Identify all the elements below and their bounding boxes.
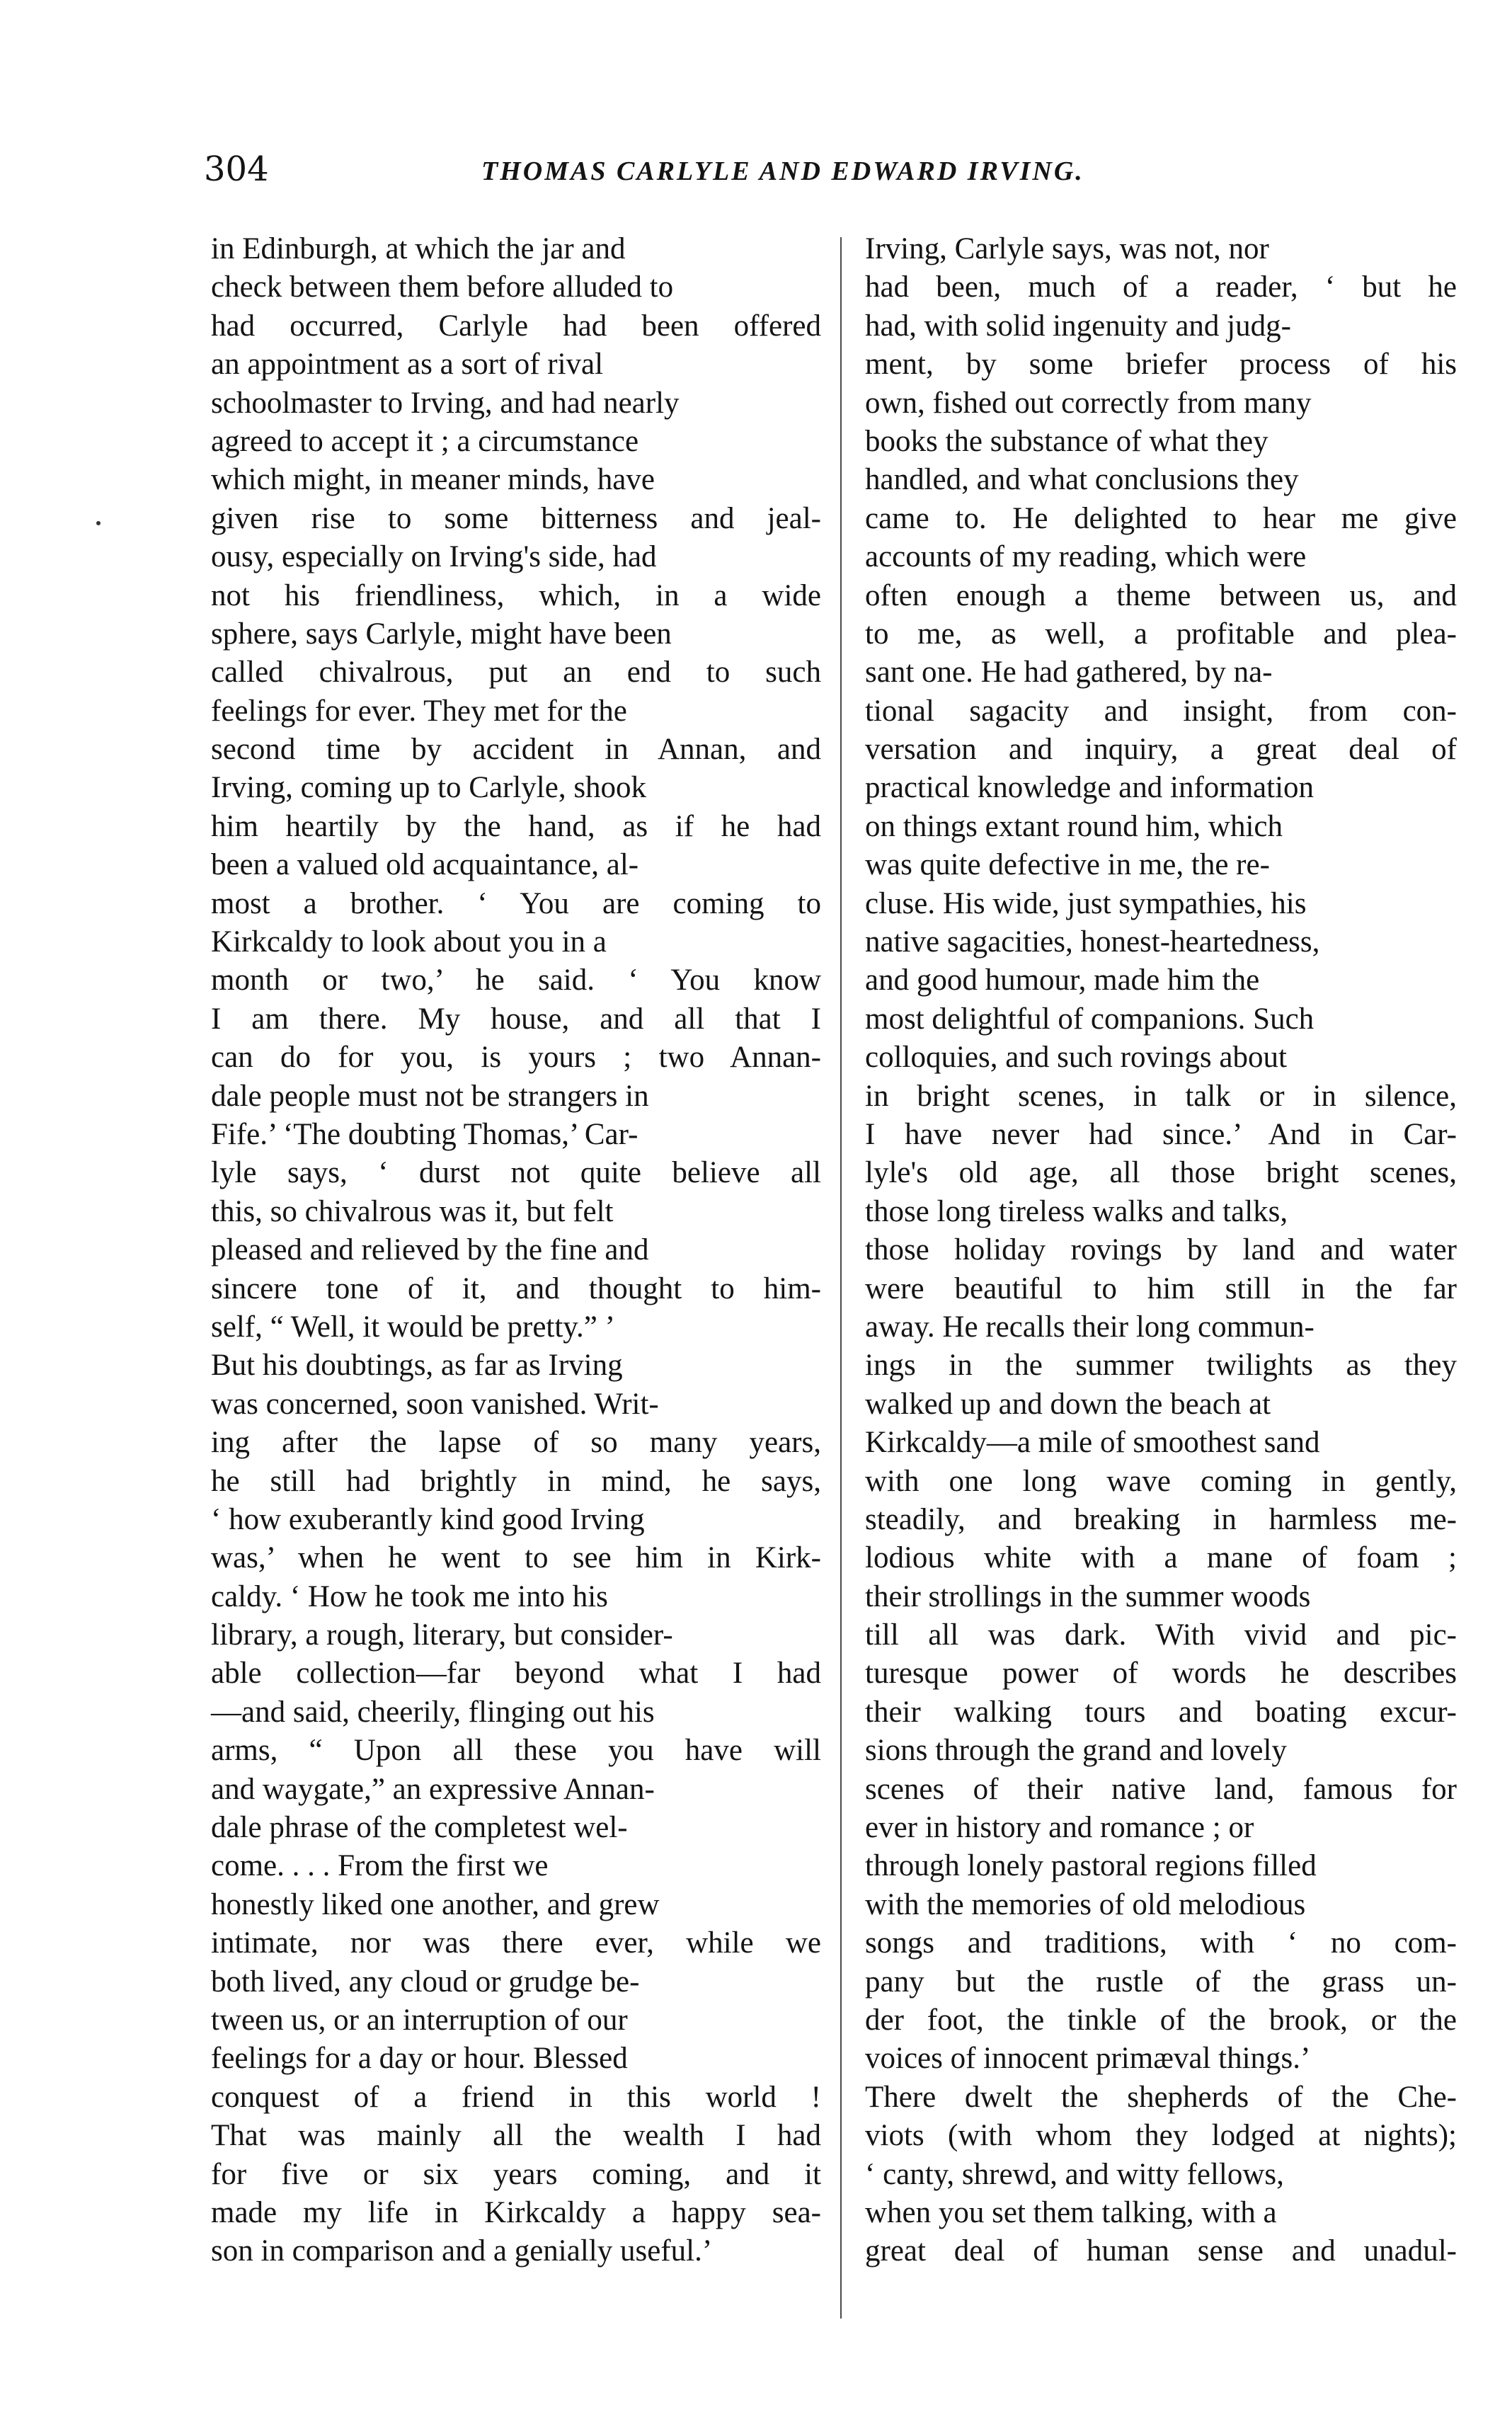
text-line: ings in the summer twilights as they [865,1349,1457,1383]
text-line: son in comparison and a genially useful.’ [211,2234,713,2268]
text-line: feelings for ever. They met for the [211,694,627,728]
text-line: tional sagacity and insight, from con- [865,694,1457,728]
text-line: came to. He delighted to hear me give [865,501,1457,535]
text-line: feelings for a day or hour. Blessed [211,2042,628,2076]
text-line: their strollings in the summer woods [865,1579,1311,1613]
text-line: given rise to some bitterness and jeal- [211,501,821,535]
text-line: able collection—far beyond what I had [211,1657,821,1691]
right-text-column [865,230,1457,2271]
text-line: colloquies, and such rovings about [865,1041,1287,1075]
text-line: tween us, or an interruption of our [211,2003,628,2037]
text-line: through lonely pastoral regions filled [865,1849,1317,1883]
text-line: was quite defective in me, the re- [865,848,1270,882]
text-line: was,’ when he went to see him in Kirk- [211,1541,821,1575]
text-line: in Edinburgh, at which the jar and [211,232,626,265]
text-line: walked up and down the beach at [865,1387,1271,1421]
text-line: songs and traditions, with ‘ no com- [865,1926,1457,1960]
text-line: called chivalrous, put an end to such [211,656,821,690]
text-line: him heartily by the hand, as if he had [211,809,821,843]
text-line: But his doubtings, as far as Irving [211,1349,623,1383]
text-line: conquest of a friend in this world ! [211,2080,821,2114]
text-line: Kirkcaldy—a mile of smoothest sand [865,1426,1320,1460]
text-line: Irving, Carlyle says, was not, nor [865,232,1269,265]
text-line: come. . . . From the first we [211,1849,549,1883]
text-line: cluse. His wide, just sympathies, his [865,886,1307,920]
text-line: check between them before alluded to [211,270,674,304]
text-line: was concerned, soon vanished. Writ- [211,1387,659,1421]
text-line: this, so chivalrous was it, but felt [211,1194,614,1228]
text-line: dale phrase of the completest wel- [211,1811,628,1845]
text-line: been a valued old acquaintance, al- [211,848,639,882]
text-line: not his friendliness, which, in a wide [211,578,821,612]
text-line: schoolmaster to Irving, and had nearly [211,386,680,420]
page-number: 304 [204,149,269,189]
text-line: to me, as well, a profitable and plea- [865,617,1457,651]
text-line: agreed to accept it ; a circumstance [211,424,639,458]
text-line: steadily, and breaking in harmless me- [865,1502,1457,1536]
text-line: in bright scenes, in talk or in silence, [865,1079,1457,1113]
text-line: That was mainly all the wealth I had [211,2119,821,2153]
text-line: ‘ how exuberantly kind good Irving [211,1502,645,1536]
text-line: caldy. ‘ How he took me into his [211,1579,608,1613]
text-line: honestly liked one another, and grew [211,1887,660,1921]
text-line: those holiday rovings by land and water [865,1233,1457,1267]
text-line: ever in history and romance ; or [865,1811,1254,1845]
text-line: books the substance of what they [865,424,1268,458]
text-line: with the memories of old melodious [865,1887,1306,1921]
text-line: viots (with whom they lodged at nights); [865,2119,1457,2153]
left-text-column [211,230,821,2271]
text-line: often enough a theme between us, and [865,578,1457,612]
text-line: away. He recalls their long commun- [865,1310,1315,1344]
text-line: I am there. My house, and all that I [211,1002,821,1036]
text-line: handled, and what conclusions they [865,463,1299,497]
text-line: sant one. He had gathered, by na- [865,656,1273,690]
text-line: ment, by some briefer process of his [865,348,1457,382]
text-line: with one long wave coming in gently, [865,1464,1457,1498]
text-line: which might, in meaner minds, have [211,463,655,497]
text-line: intimate, nor was there ever, while we [211,1926,821,1960]
text-line: turesque power of words he describes [865,1657,1457,1691]
text-line: sions through the grand and lovely [865,1734,1287,1768]
text-line: sphere, says Carlyle, might have been [211,617,672,651]
text-line: Fife.’ ‘The doubting Thomas,’ Car- [211,1117,638,1151]
text-line: for five or six years coming, and it [211,2157,821,2191]
text-line: most a brother. ‘ You are coming to [211,886,821,920]
text-line: versation and inquiry, a great deal of [865,733,1457,767]
text-line: were beautiful to him still in the far [865,1271,1457,1305]
text-line: great deal of human sense and unadul- [865,2234,1457,2268]
text-line: lyle says, ‘ durst not quite believe all [211,1156,821,1190]
text-line: till all was dark. With vivid and pic- [865,1618,1457,1652]
column-divider [840,237,842,2319]
text-line: lodious white with a mane of foam ; [865,1541,1457,1575]
text-line: —and said, cheerily, flinging out his [211,1695,655,1729]
text-line: ‘ canty, shrewd, and witty fellows, [865,2157,1284,2191]
running-title: THOMAS CARLYLE AND EDWARD IRVING. [481,156,1084,186]
text-line: voices of innocent primæval things.’ [865,2042,1311,2076]
text-line: pleased and relieved by the fine and [211,1233,649,1267]
text-line: practical knowledge and information [865,771,1315,805]
text-line: can do for you, is yours ; two Annan- [211,1041,821,1075]
text-line: second time by accident in Annan, and [211,733,821,767]
text-line: Kirkcaldy to look about you in a [211,925,607,959]
text-line: self, “ Well, it would be pretty.” ’ [211,1310,615,1344]
text-line: ousy, especially on Irving's side, had [211,540,657,574]
text-line: he still had brightly in mind, he says, [211,1464,821,1498]
text-line: dale people must not be strangers in [211,1079,649,1113]
text-line: had, with solid ingenuity and judg- [865,309,1291,343]
text-line: had been, much of a reader, ‘ but he [865,270,1457,304]
text-line: lyle's old age, all those bright scenes, [865,1156,1457,1190]
text-line: had occurred, Carlyle had been offered [211,309,821,343]
text-line: and waygate,” an expressive Annan- [211,1772,655,1806]
text-line: scenes of their native land, famous for [865,1772,1457,1806]
text-line: There dwelt the shepherds of the Che- [865,2080,1457,2114]
text-line: pany but the rustle of the grass un- [865,1965,1457,1999]
text-line: an appointment as a sort of rival [211,348,604,382]
text-line: own, fished out correctly from many [865,386,1312,420]
text-line: arms, “ Upon all these you have will [211,1734,821,1768]
stray-ink-mark [96,521,101,525]
text-line: sincere tone of it, and thought to him- [211,1271,821,1305]
text-line: when you set them talking, with a [865,2195,1277,2229]
text-line: those long tireless walks and talks, [865,1194,1288,1228]
text-line: and good humour, made him the [865,964,1260,997]
text-line: most delightful of companions. Such [865,1002,1315,1036]
text-line: both lived, any cloud or grudge be- [211,1965,640,1999]
text-line: their walking tours and boating excur- [865,1695,1457,1729]
text-line: ing after the lapse of so many years, [211,1426,821,1460]
text-line: I have never had since.’ And in Car- [865,1117,1457,1151]
text-line: accounts of my reading, which were [865,540,1307,574]
text-line: der foot, the tinkle of the brook, or the [865,2003,1457,2037]
text-line: native sagacities, honest-heartedness, [865,925,1320,959]
text-line: month or two,’ he said. ‘ You know [211,964,821,997]
text-line: library, a rough, literary, but consider- [211,1618,673,1652]
text-line: Irving, coming up to Carlyle, shook [211,771,647,805]
text-line: on things extant round him, which [865,809,1283,843]
text-line: made my life in Kirkcaldy a happy sea- [211,2195,821,2229]
